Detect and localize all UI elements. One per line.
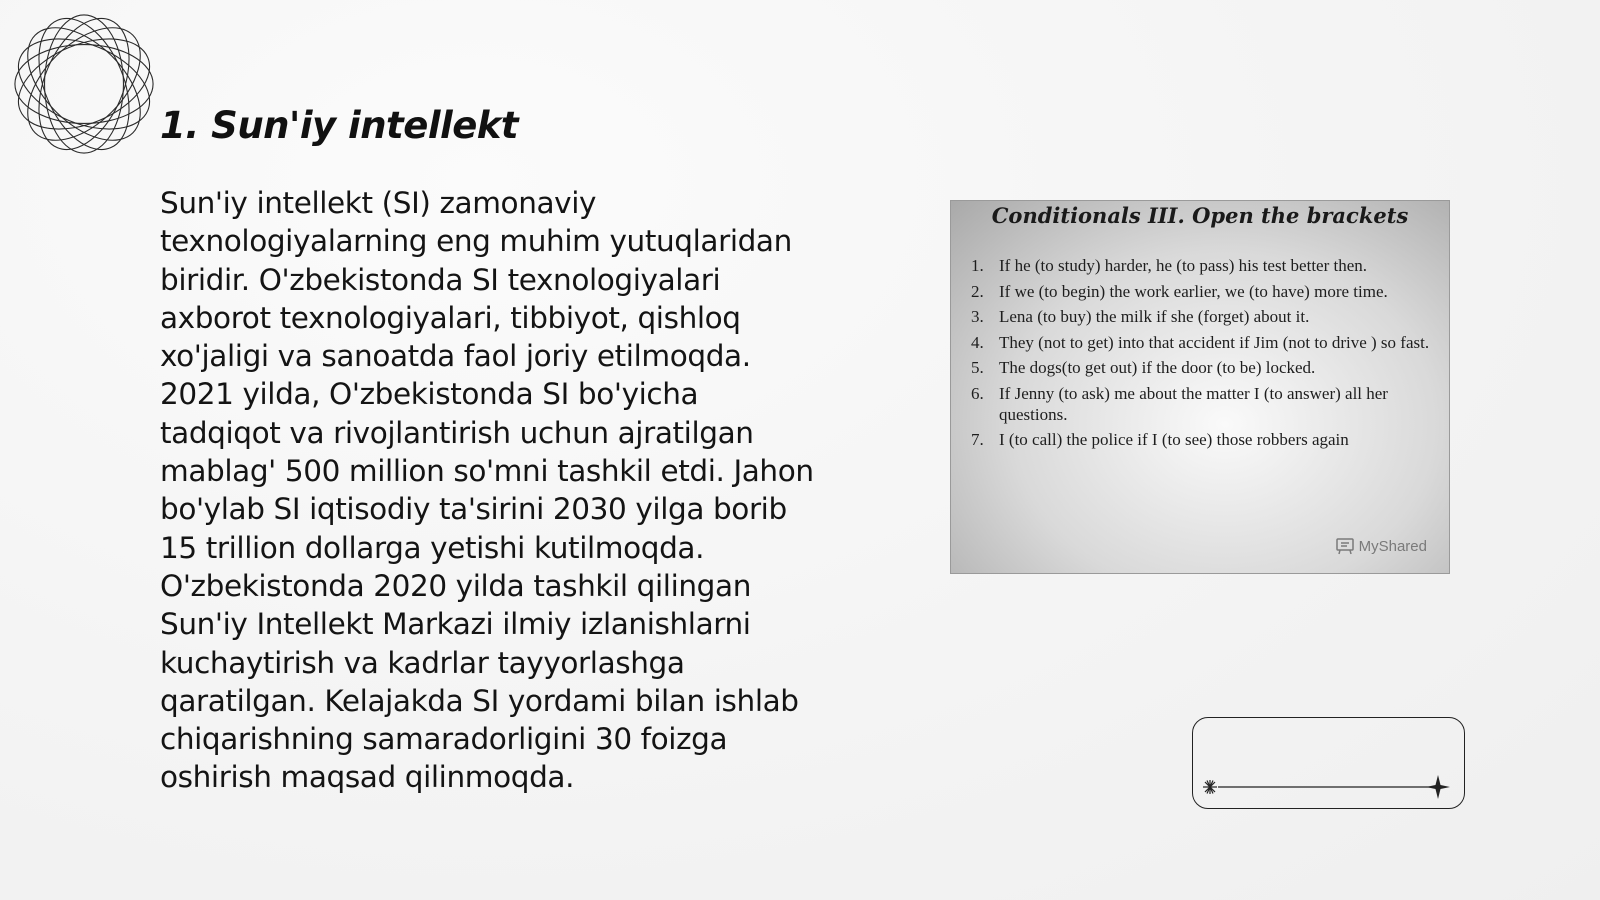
list-item — [971, 383, 1431, 425]
worksheet-image — [950, 200, 1450, 574]
list-item — [971, 255, 1431, 276]
brand-label: MyShared — [1358, 537, 1427, 555]
list-item-number: 5. — [971, 358, 984, 377]
list-item-text: Lena (to buy) the milk if she (forget) about it. — [999, 307, 1310, 326]
worksheet-list — [971, 255, 1431, 455]
list-item-number: 7. — [971, 430, 984, 449]
myshared-logo-icon — [1335, 537, 1355, 555]
list-item-text: The dogs(to get out) if the door (to be) locked. — [999, 358, 1316, 377]
list-item — [971, 429, 1431, 450]
decorative-line — [1200, 772, 1460, 802]
sparkle-icon — [1203, 780, 1217, 794]
list-item-text: I (to call) the police if I (to see) those robbers again — [999, 430, 1349, 449]
four-point-star-icon — [1426, 775, 1450, 799]
list-item-number: 1. — [971, 256, 984, 275]
slide-title: 1. Sun'iy intellekt — [160, 104, 519, 147]
list-item-text: If Jenny (to ask) me about the matter I (to answer) all her questions. — [999, 383, 1388, 424]
list-item-number: 6. — [971, 383, 984, 403]
myshared-watermark — [1335, 537, 1427, 555]
list-item-text: They (not to get) into that accident if Jim (not to drive ) so fast. — [999, 332, 1430, 352]
list-item-text: If he (to study) harder, he (to pass) his test better then. — [999, 256, 1368, 275]
list-item — [971, 357, 1431, 378]
list-item-number: 2. — [971, 281, 984, 301]
list-item — [971, 306, 1431, 327]
worksheet-title: Conditionals III. Open the brackets — [991, 203, 1409, 228]
list-item — [971, 281, 1431, 302]
list-item-text: If we (to begin) the work earlier, we (to have) more time. — [999, 281, 1388, 301]
list-item-number: 3. — [971, 307, 984, 326]
list-item-number: 4. — [971, 332, 984, 352]
body-paragraph: Sun'iy intellekt (SI) zamonaviy texnologiyalarning eng muhim yutuqlaridan biridir. O'zbekistonda SI texnologiyalari axborot texnologiyalari, tibbiyot, qishloq xo'jaligi va sanoatda faol joriy etilmoqda. 2021 yilda, O'zbekistonda SI bo'yicha tadqiqot va rivojlantirish uchun ajratilgan mablag' 500 million so'mni tashkil etdi. Jahon bo'ylab SI iqtisodiy ta'sirini 2030 yilga borib 15 trillion dollarga yetishi kutilmoqda. O'zbekistonda 2020 yilda tashkil qilingan Sun'iy Intellekt Markazi ilmiy izlanishlarni kuchaytirish va kadrlar tayyorlashga qaratilgan. Kelajakda SI yordami bilan ishlab chiqarishning samaradorligini 30 foizga oshirish maqsad qilinmoqda. — [160, 186, 814, 795]
circular-ornament-icon — [10, 10, 158, 158]
list-item — [971, 332, 1431, 353]
